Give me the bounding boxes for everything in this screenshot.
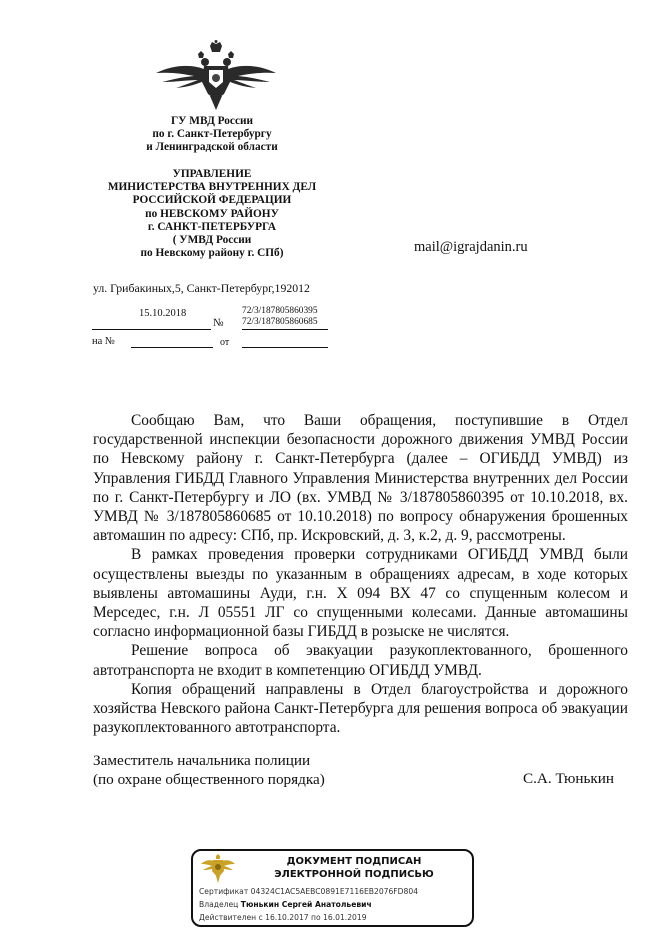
number-sign: № (213, 317, 224, 329)
in-reply-number-line (131, 347, 213, 348)
outgoing-date: 15.10.2018 (139, 308, 187, 319)
mvd-gold-emblem-icon (201, 854, 235, 884)
stamp-title-line: ЭЛЕКТРОННОЙ ПОДПИСЬЮ (274, 868, 434, 880)
body-paragraph: Решение вопроса об эвакуации разукоплектованного, брошенного автотранспорта не входит в компетенцию ОГИБДД УМВД. (93, 642, 628, 679)
owner-value: Тюнькин Сергей Анатольевич (240, 900, 372, 909)
signatory-name: С.А. Тюнькин (523, 770, 615, 787)
letter-body (93, 411, 628, 737)
from-label: от (220, 337, 230, 348)
org-line: МИНИСТЕРСТВА ВНУТРЕННИХ ДЕЛ (107, 181, 317, 194)
certificate-line (199, 887, 418, 896)
signatory-position (93, 751, 325, 789)
reg-number: 72/3/187805860685 (242, 317, 318, 327)
position-line: Заместитель начальника полиции (93, 752, 311, 769)
organization-name (80, 168, 344, 260)
date-underline (92, 329, 211, 330)
parent-organization (80, 115, 344, 155)
parent-org-line: и Ленинградской области (146, 141, 278, 154)
owner-label: Владелец (199, 900, 239, 909)
org-line: УПРАВЛЕНИЕ (172, 168, 252, 180)
stamp-title-line: ДОКУМЕНТ ПОДПИСАН (286, 856, 422, 867)
org-line: ( УМВД России (172, 234, 252, 247)
reg-number: 72/3/187805860395 (242, 306, 318, 316)
stamp-title (239, 856, 469, 881)
number-underline (242, 329, 328, 330)
body-paragraph: Сообщаю Вам, что Ваши обращения, поступившие в Отдел государственной инспекции безопасности дорожного движения УМВД России по Невскому району г. Санкт-Петербурга (далее – ОГИБДД УМВД) из Управления ГИБДД Главного Управления Министерства внутренних дел России по г. Санкт-Петербургу и ЛО (вх. УМВД № 3/187805860395 от 10.10.2018, вх. УМВД № 3/187805860685 от 10.10.2018) по вопросу обнаружения брошенных автомашин по адресу: СПб, пр. Искровский, д. 3, к.2, д. 9, рассмотрены. (93, 412, 628, 545)
parent-org-line: ГУ МВД России (171, 115, 253, 127)
recipient-email: mail@igrajdanin.ru (414, 239, 528, 255)
certificate-value: 04324C1AC5AEBC0891E7116EB2076FD804 (250, 887, 419, 896)
org-line: г. САНКТ-ПЕТЕРБУРГА (147, 220, 277, 233)
electronic-signature-stamp (191, 849, 474, 927)
parent-org-line: по г. Санкт-Петербургу (152, 128, 272, 141)
body-paragraph: В рамках проведения проверки сотрудниками ОГИБДД УМВД были осуществлены выезды по указанным в обращениях адресам, в ходе которых выявлены автомашины Ауди, г.н. Х 094 ВХ 47 со спущенным колесом и Мерседес, г.н. Л 05551 ЛГ со спущенными колесами. Данные автомашины согласно информационной базы ГИБДД в розыске не числятся. (93, 546, 628, 641)
org-line: по Невскому району г. СПб) (140, 247, 284, 260)
body-paragraph: Копия обращений направлены в Отдел благоустройства и дорожного хозяйства Невского района Санкт-Петербурга для решения вопроса об эвакуации разукоплектованного автотранспорта. (93, 680, 628, 737)
mvd-emblem-icon (154, 40, 278, 112)
org-line: по НЕВСКОМУ РАЙОНУ (145, 207, 279, 220)
org-line: РОССИЙСКОЙ ФЕДЕРАЦИИ (132, 194, 292, 207)
position-line: (по охране общественного порядка) (93, 771, 325, 788)
from-date-line (242, 347, 328, 348)
owner-line (199, 900, 372, 909)
org-address: ул. Грибакиных,5, Санкт-Петербург,192012 (93, 281, 310, 295)
certificate-label: Сертификат (199, 887, 249, 896)
in-reply-label: на № (92, 336, 115, 347)
outgoing-numbers (242, 306, 318, 328)
validity-line: Действителен с 16.10.2017 по 16.01.2019 (199, 913, 367, 922)
